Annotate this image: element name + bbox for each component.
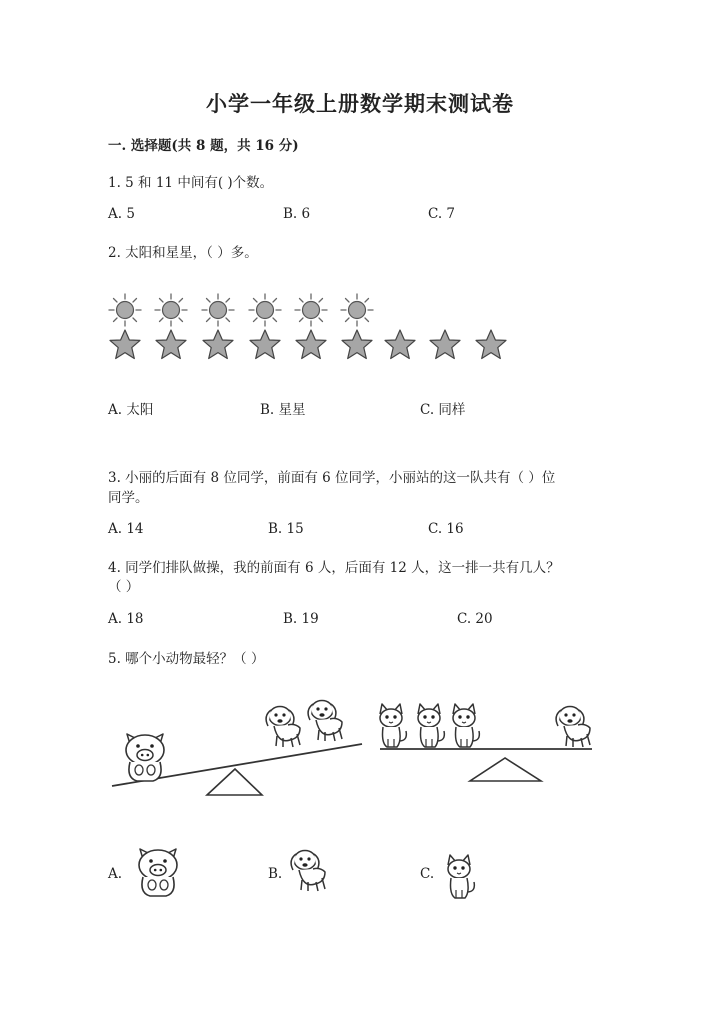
question-1-text: 1. 5 和 11 中间有( )个数。 [108, 175, 274, 191]
pig-icon[interactable] [139, 849, 177, 896]
cat-icon[interactable] [448, 855, 474, 898]
seesaw-right [380, 704, 592, 781]
star-icon [342, 330, 372, 359]
q3-option-a[interactable]: A. 14 [108, 521, 144, 537]
dog-icon [556, 707, 590, 748]
question-3-text-line1: 3. 小丽的后面有 8 位同学，前面有 6 位同学，小丽站的这一队共有（ ）位 [108, 470, 556, 486]
cat-icon [418, 704, 444, 747]
question-5-text: 5. 哪个小动物最轻？（ ） [108, 651, 265, 667]
star-icon [430, 330, 460, 359]
q2-option-c[interactable]: C. 同样 [420, 402, 466, 418]
sun-icon [109, 294, 141, 326]
star-icon [250, 330, 280, 359]
q1-option-a[interactable]: A. 5 [108, 206, 135, 222]
q3-option-c[interactable]: C. 16 [428, 521, 464, 537]
page-title: 小学一年级上册数学期末测试卷 [206, 91, 514, 116]
q4-option-c[interactable]: C. 20 [457, 611, 493, 627]
q5-option-b[interactable]: B. [268, 866, 283, 882]
star-icon [476, 330, 506, 359]
q1-option-b[interactable]: B. 6 [283, 206, 311, 222]
q3-option-b[interactable]: B. 15 [268, 521, 304, 537]
star-icon [385, 330, 415, 359]
star-icon [156, 330, 186, 359]
star-icon [203, 330, 233, 359]
q4-option-b[interactable]: B. 19 [283, 611, 319, 627]
sun-icon [249, 294, 281, 326]
q5-option-c[interactable]: C. [420, 866, 435, 882]
sun-icon [295, 294, 327, 326]
q1-option-c[interactable]: C. 7 [428, 206, 456, 222]
question-4-text-line2: （ ） [108, 579, 140, 595]
star-icon [110, 330, 140, 359]
star-icon [296, 330, 326, 359]
q2-option-a[interactable]: A. 太阳 [108, 402, 154, 418]
cat-icon [380, 704, 406, 747]
seesaw-left [112, 701, 362, 796]
question-4-text-line1: 4. 同学们排队做操，我的前面有 6 人，后面有 12 人，这一排一共有几人？ [108, 560, 560, 576]
q2-option-b[interactable]: B. 星星 [260, 402, 306, 418]
sun-icon [341, 294, 373, 326]
cat-icon [453, 704, 479, 747]
dog-icon [266, 707, 300, 748]
sun-icon [202, 294, 234, 326]
q4-option-a[interactable]: A. 18 [108, 611, 144, 627]
question-3-text-line2: 同学。 [108, 490, 149, 506]
sun-icon [155, 294, 187, 326]
pig-icon [126, 734, 164, 781]
question-2-text: 2. 太阳和星星，（ ）多。 [108, 245, 258, 261]
dog-icon [308, 701, 342, 742]
section-heading: 一. 选择题(共 8 题，共 16 分) [108, 138, 299, 154]
dog-icon[interactable] [291, 851, 325, 892]
q5-option-a[interactable]: A. [108, 866, 123, 882]
